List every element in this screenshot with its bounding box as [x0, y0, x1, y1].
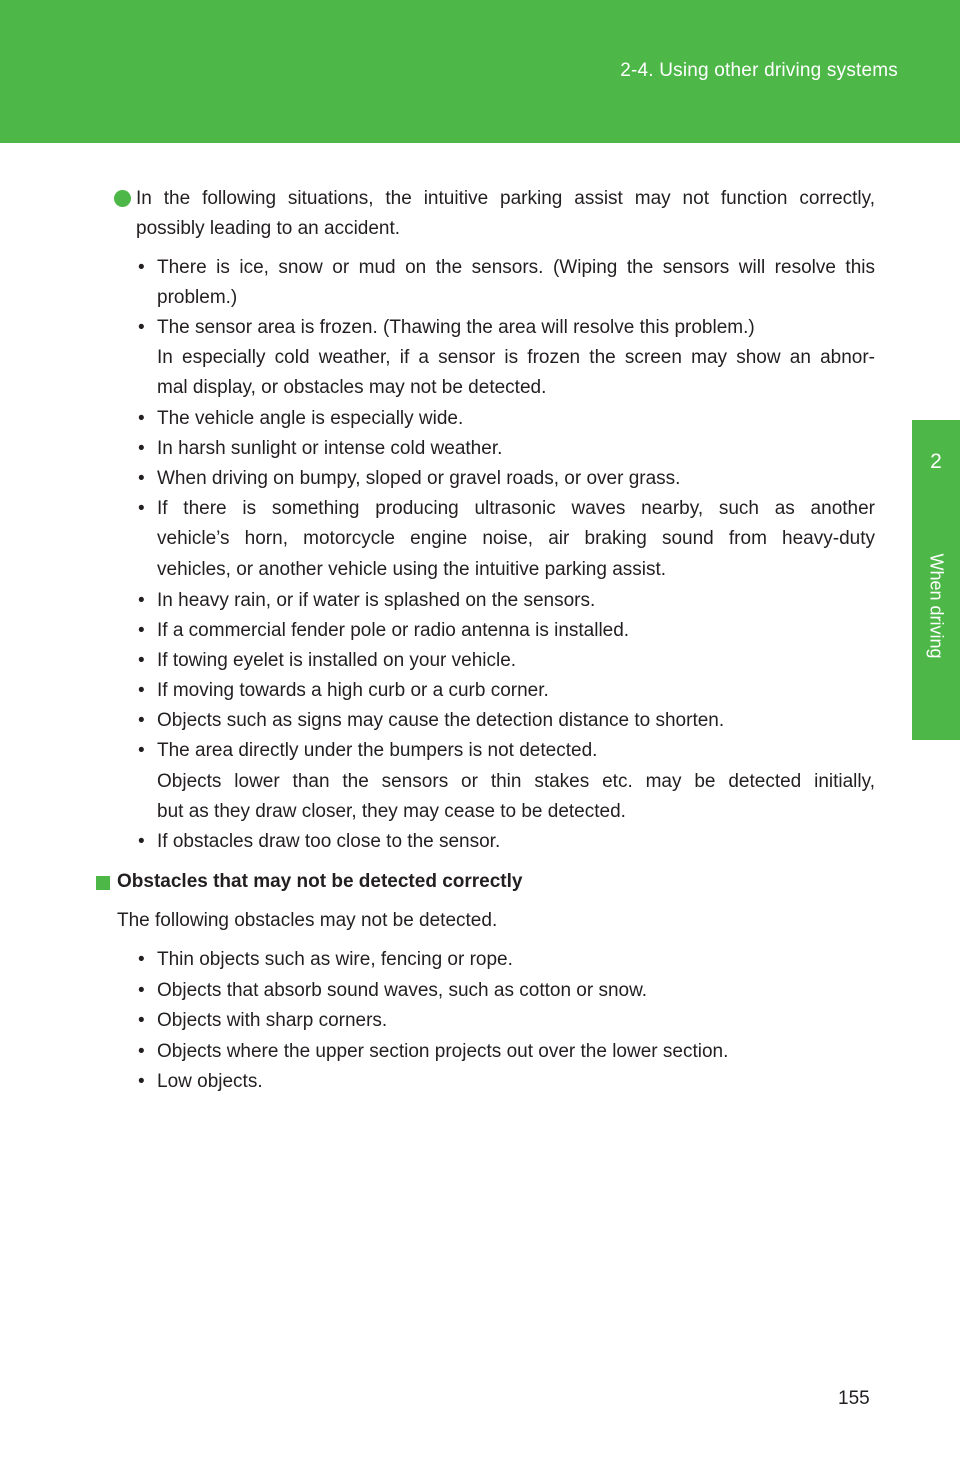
- circle-bullet-icon: [114, 190, 131, 207]
- list-item-continuation: mal display, or obstacles may not be detected.: [157, 377, 547, 398]
- square-bullet-icon: [96, 876, 110, 890]
- list-item: If towing eyelet is installed on your vehicle.: [157, 650, 517, 671]
- list-item: Thin objects such as wire, fencing or rope.: [157, 949, 513, 970]
- list-item: Objects that absorb sound waves, such as cotton or snow.: [157, 980, 648, 1001]
- bullet-symbol: •: [138, 740, 145, 761]
- bullet-symbol: •: [138, 317, 145, 338]
- list-item: When driving on bumpy, sloped or gravel roads, or over grass.: [157, 468, 681, 489]
- list-item: The sensor area is frozen. (Thawing the area will resolve this problem.): [157, 317, 755, 338]
- list-item: The area directly under the bumpers is not detected.: [157, 740, 598, 761]
- bullet-symbol: •: [138, 710, 145, 731]
- list-item: There is ice, snow or mud on the sensors. (Wiping the sensors will resolve this: [157, 257, 875, 278]
- section-intro: The following obstacles may not be detected.: [117, 910, 498, 931]
- page-number: 155: [838, 1388, 870, 1409]
- list-item: If a commercial fender pole or radio antenna is installed.: [157, 620, 630, 641]
- list-item: In harsh sunlight or intense cold weather.: [157, 438, 503, 459]
- list-item: Objects where the upper section projects out over the lower section.: [157, 1041, 729, 1062]
- bullet-symbol: •: [138, 620, 145, 641]
- list-item-continuation: Objects lower than the sensors or thin stakes etc. may be detected initially,: [157, 771, 875, 792]
- section-heading: Obstacles that may not be detected correctly: [117, 871, 523, 892]
- bullet-symbol: •: [138, 257, 145, 278]
- bullet-symbol: •: [138, 1010, 145, 1031]
- list-item: In heavy rain, or if water is splashed on the sensors.: [157, 590, 596, 611]
- list-item-continuation: problem.): [157, 287, 238, 308]
- chapter-label-wrap: [912, 420, 960, 740]
- bullet-symbol: •: [138, 680, 145, 701]
- list-item-continuation: In especially cold weather, if a sensor is frozen the screen may show an abnor-: [157, 347, 875, 368]
- bullet-symbol: •: [138, 1041, 145, 1062]
- list-item: The vehicle angle is especially wide.: [157, 408, 464, 429]
- bullet-symbol: •: [138, 590, 145, 611]
- chapter-tab: [912, 420, 960, 740]
- caution-intro-line: possibly leading to an accident.: [136, 218, 401, 239]
- list-item: If moving towards a high curb or a curb corner.: [157, 680, 549, 701]
- bullet-symbol: •: [138, 949, 145, 970]
- list-item: If there is something producing ultrasonic waves nearby, such as another: [157, 498, 875, 519]
- header-band: [0, 0, 960, 143]
- bullet-symbol: •: [138, 438, 145, 459]
- bullet-symbol: •: [138, 650, 145, 671]
- list-item-continuation: but as they draw closer, they may cease to be detected.: [157, 801, 626, 822]
- bullet-symbol: •: [138, 498, 145, 519]
- caution-intro-line: In the following situations, the intuitive parking assist may not function correctly,: [136, 188, 875, 209]
- list-item: Objects with sharp corners.: [157, 1010, 388, 1031]
- list-item-continuation: vehicles, or another vehicle using the intuitive parking assist.: [157, 559, 667, 580]
- section-title: 2-4. Using other driving systems: [620, 60, 898, 81]
- list-item: Low objects.: [157, 1071, 263, 1092]
- list-item: If obstacles draw too close to the sensor.: [157, 831, 501, 852]
- list-item-continuation: vehicle’s horn, motorcycle engine noise, air braking sound from heavy-duty: [157, 528, 875, 549]
- bullet-symbol: •: [138, 980, 145, 1001]
- bullet-symbol: •: [138, 1071, 145, 1092]
- chapter-number: 2: [930, 450, 942, 473]
- bullet-symbol: •: [138, 408, 145, 429]
- chapter-label: When driving: [926, 553, 947, 659]
- list-item: Objects such as signs may cause the detection distance to shorten.: [157, 710, 725, 731]
- bullet-symbol: •: [138, 468, 145, 489]
- bullet-symbol: •: [138, 831, 145, 852]
